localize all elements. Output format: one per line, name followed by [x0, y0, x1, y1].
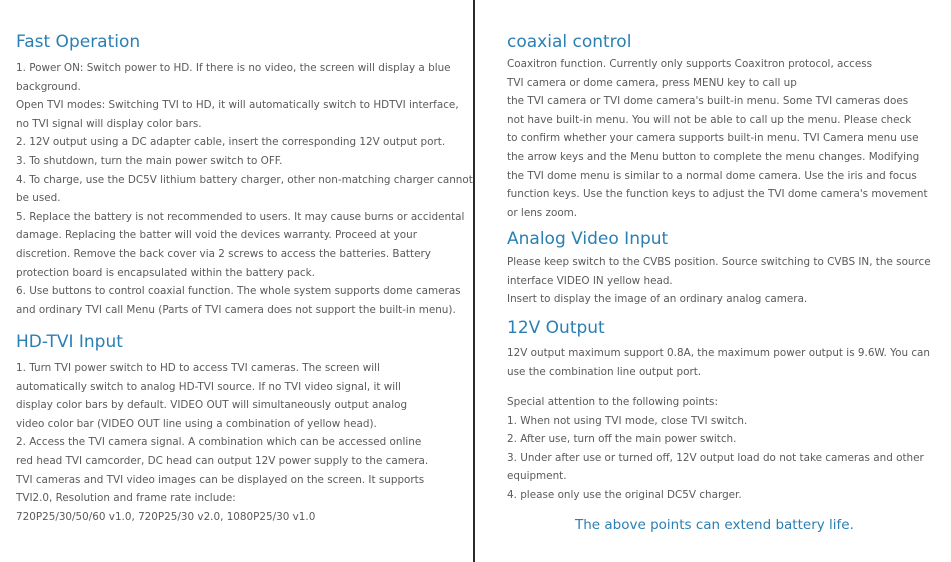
hd-tvi-input-heading: HD-TVI Input — [16, 332, 123, 352]
text-line: discretion. Remove the back cover via 2 screws to access the batteries. Battery — [16, 247, 431, 260]
text-line: TVI2.0, Resolution and frame rate include: — [16, 492, 236, 505]
12v-output-text — [507, 344, 930, 381]
text-line: 2. 12V output using a DC adapter cable, insert the corresponding 12V output port. — [16, 136, 446, 149]
text-line: 2. Access the TVI camera signal. A combination which can be accessed online — [16, 436, 422, 449]
text-line: 720P25/30/50/60 v1.0, 720P25/30 v2.0, 1080P25/30 v1.0 — [16, 510, 316, 523]
fast-operation-heading: Fast Operation — [16, 32, 141, 52]
text-line: interface VIDEO IN yellow head. — [507, 274, 673, 287]
text-line: not have built-in menu. You will not be able to call up the menu. Please check — [507, 113, 912, 126]
coaxial-control-text — [507, 55, 928, 222]
text-line: red head TVI camcorder, DC head can output 12V power supply to the camera. — [16, 454, 429, 467]
12v-output-heading: 12V Output — [507, 318, 605, 338]
text-line: display color bars by default. VIDEO OUT will simultaneously output analog — [16, 399, 408, 412]
text-line: 1. Turn TVI power switch to HD to access TVI cameras. The screen will — [16, 362, 380, 374]
special-attention-text — [507, 393, 924, 505]
text-line: damage. Replacing the batter will void the devices warranty. Proceed at your — [16, 229, 418, 242]
hd-tvi-input-text — [16, 359, 428, 526]
text-line: Coaxitron function. Currently only supports Coaxitron protocol, access — [507, 58, 873, 70]
text-line: video color bar (VIDEO OUT line using a combination of yellow head). — [16, 417, 377, 430]
text-line: no TVI signal will display color bars. — [16, 117, 202, 130]
text-line: 1. Power ON: Switch power to HD. If there is no video, the screen will display a blue — [16, 62, 451, 74]
text-line: Please keep switch to the CVBS position. Source switching to CVBS IN, the source — [507, 256, 931, 268]
text-line: 3. Under after use or turned off, 12V output load do not take cameras and other — [507, 451, 924, 464]
text-line: 3. To shutdown, turn the main power switch to OFF. — [16, 154, 283, 167]
text-line: equipment. — [507, 470, 567, 483]
text-line: the TVI camera or TVI dome camera's built-in menu. Some TVI cameras does — [507, 95, 909, 108]
text-line: 4. please only use the original DC5V charger. — [507, 488, 742, 501]
text-line: Insert to display the image of an ordinary analog camera. — [507, 293, 808, 306]
text-line: 6. Use buttons to control coaxial function. The whole system supports dome cameras — [16, 285, 461, 298]
text-line: or lens zoom. — [507, 206, 578, 219]
text-line: background. — [16, 80, 81, 93]
text-line: and ordinary TVI call Menu (Parts of TVI camera does not support the built-in menu). — [16, 303, 456, 316]
text-line: Open TVI modes: Switching TVI to HD, it will automatically switch to HDTVI interface, — [16, 99, 459, 112]
text-line: protection board is encapsulated within the battery pack. — [16, 266, 315, 279]
text-line: 4. To charge, use the DC5V lithium battery charger, other non-matching charger cannot — [16, 173, 473, 186]
column-divider — [473, 0, 475, 562]
text-line: 5. Replace the battery is not recommended to users. It may cause burns or accidental — [16, 210, 465, 223]
coaxial-control-heading: coaxial control — [507, 32, 632, 52]
text-line: automatically switch to analog HD-TVI source. If no TVI video signal, it will — [16, 380, 401, 393]
text-line: be used. — [16, 192, 61, 205]
footer-note: The above points can extend battery life. — [575, 517, 854, 533]
text-line: TVI cameras and TVI video images can be displayed on the screen. It supports — [16, 473, 425, 486]
text-line: 12V output maximum support 0.8A, the maximum power output is 9.6W. You can — [507, 347, 930, 359]
text-line: function keys. Use the function keys to adjust the TVI dome camera's movement — [507, 188, 928, 201]
text-line: 2. After use, turn off the main power switch. — [507, 433, 737, 446]
text-line: TVI camera or dome camera, press MENU key to call up — [507, 76, 797, 89]
analog-video-input-heading: Analog Video Input — [507, 229, 669, 249]
text-line: the TVI dome menu is similar to a normal dome camera. Use the iris and focus — [507, 169, 917, 182]
text-line: the arrow keys and the Menu button to complete the menu changes. Modifying — [507, 150, 920, 163]
analog-video-input-text — [507, 253, 931, 309]
text-line: to confirm whether your camera supports built-in menu. TVI Camera menu use — [507, 132, 919, 145]
text-line: Special attention to the following points: — [507, 396, 718, 408]
fast-operation-text — [16, 59, 473, 319]
text-line: 1. When not using TVI mode, close TVI switch. — [507, 414, 748, 427]
text-line: use the combination line output port. — [507, 365, 702, 378]
